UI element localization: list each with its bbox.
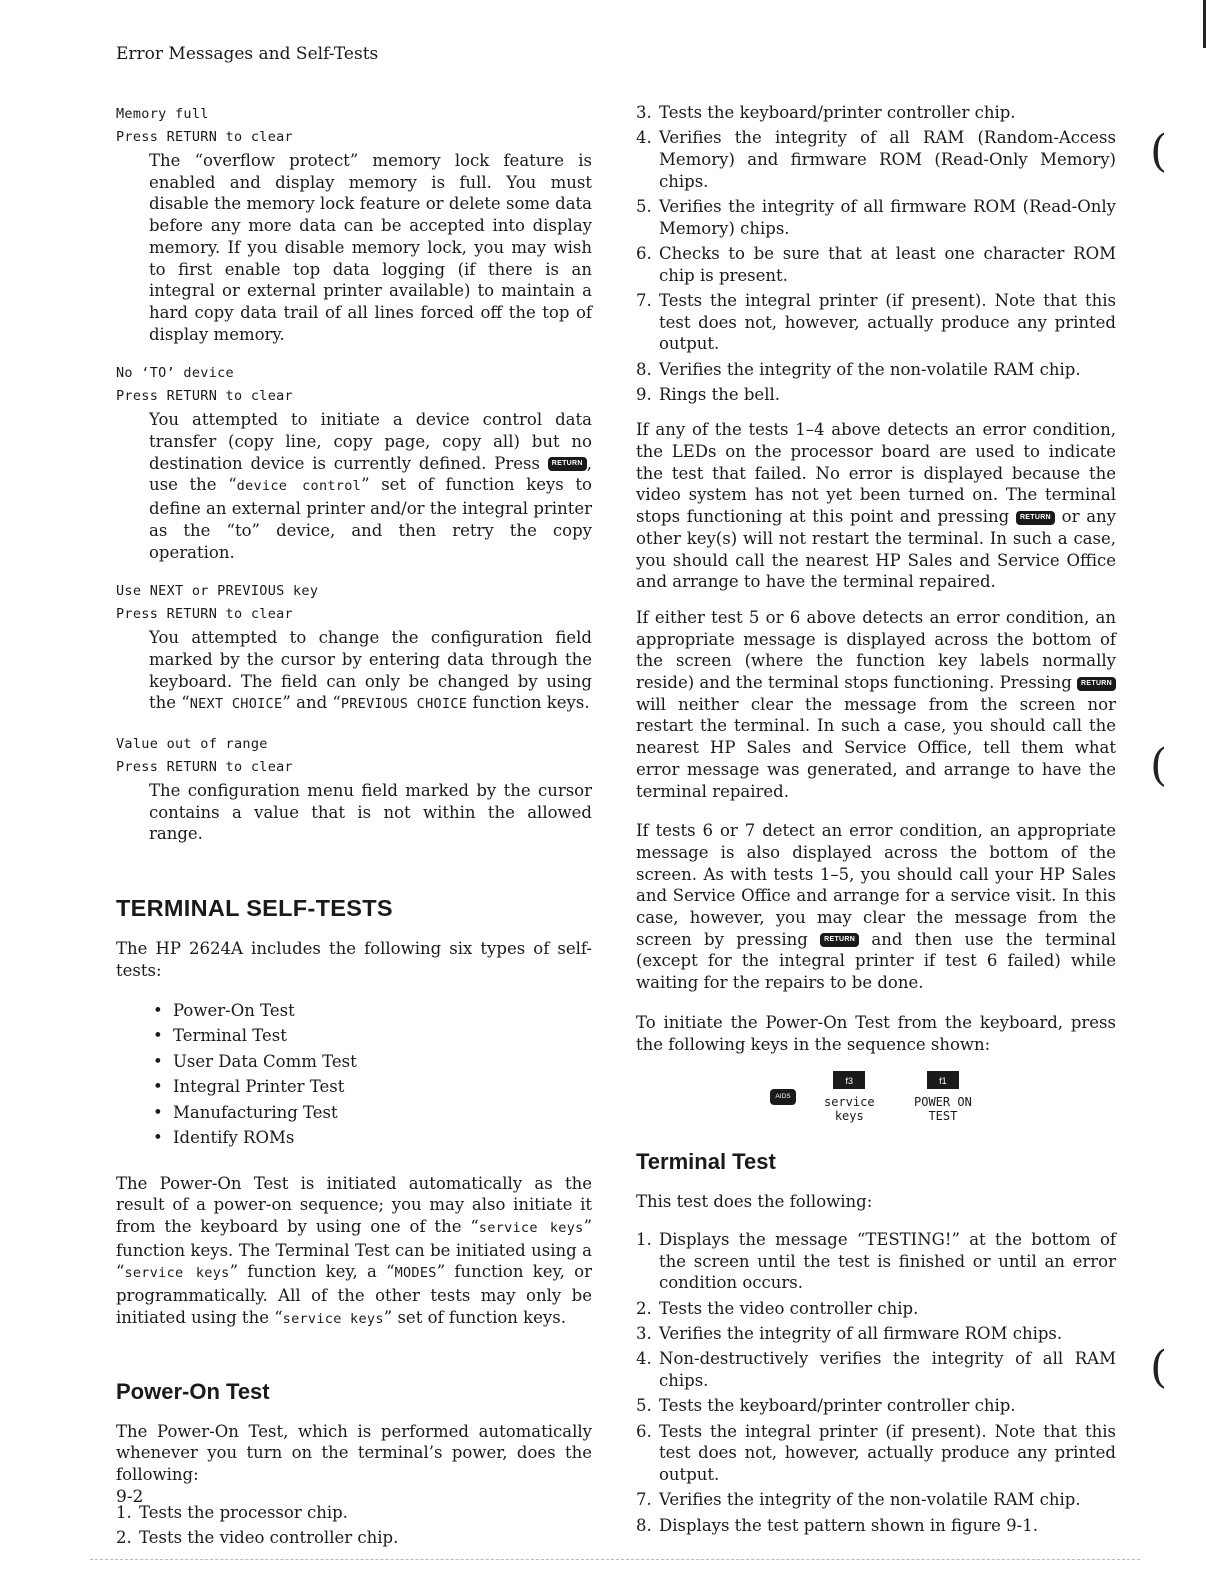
- binding-mark: (: [1150, 740, 1168, 791]
- section-heading: TERMINAL SELF-TESTS: [116, 895, 393, 922]
- binding-mark: (: [1150, 126, 1168, 177]
- list-item: 6. Tests the integral printer (if present). Note that this test does not, however, actually produce any printed output.: [636, 1421, 1116, 1484]
- list-item: 8. Verifies the integrity of the non-volatile RAM chip.: [636, 359, 1081, 379]
- error-message-line2: Press RETURN to clear: [116, 129, 293, 145]
- list-item: • Power-On Test: [153, 998, 592, 1024]
- power-on-intro: The Power-On Test, which is performed automatically whenever you turn on the terminal’s power, does the following:: [116, 1421, 592, 1484]
- return-key-icon: RETURN: [548, 457, 587, 471]
- running-header: Error Messages and Self-Tests: [116, 44, 379, 64]
- list-item: 7. Tests the integral printer (if present). Note that this test does not, however, actually produce any printed output.: [636, 291, 1116, 354]
- list-item: 5. Verifies the integrity of all firmware ROM (Read-Only Memory) chips.: [636, 197, 1116, 238]
- return-key-icon: RETURN: [1016, 511, 1055, 525]
- right-column: [636, 102, 1116, 1540]
- list-item: 1. Tests the processor chip.: [116, 1502, 348, 1522]
- list-item: 3. Tests the keyboard/printer controller chip.: [636, 103, 1016, 122]
- power-on-steps-continued: [636, 102, 1116, 406]
- return-key-icon: RETURN: [820, 933, 859, 947]
- error-entry-use-next: [116, 581, 592, 716]
- aids-key-icon: AIDS: [770, 1089, 796, 1105]
- list-item: • Identify ROMs: [153, 1125, 592, 1151]
- list-item: 4. Non-destructively verifies the integrity of all RAM chips.: [636, 1349, 1116, 1390]
- error-description: You attempted to initiate a device control data transfer (copy line, copy page, copy all) but no destination device is currently defined. Press RETURN , use the “device control” set of function keys to define an external printer and/or the integral printer as the “to” device, and then retry the copy operation.: [149, 410, 592, 562]
- error-entry-value-out-of-range: [116, 734, 592, 845]
- return-key-icon: RETURN: [1077, 677, 1116, 691]
- list-item: 2. Tests the video controller chip.: [116, 1527, 399, 1547]
- error-message-line1: No ‘TO’ device: [116, 365, 234, 382]
- failure-paragraph-3: If tests 6 or 7 detect an error condition, an appropriate message is also displayed across the bottom of the screen. As with tests 1–5, you should call your HP Sales and Service Office and arrange for a service visit. In this case, however, you may clear the message from the screen by pressing RETURN and then use the terminal (except for the integral printer if test 6 failed) while waiting for the repairs to be done.: [636, 821, 1117, 993]
- initiate-instructions: To initiate the Power-On Test from the keyboard, press the following keys in the sequence shown:: [636, 1012, 1116, 1054]
- failure-paragraph-1: If any of the tests 1–4 above detects an error condition, the LEDs on the processor board are used to indicate the test that failed. No error is displayed because the video system has not yet been turned on. The terminal stops functioning at this point and pressing RETURN or any other key(s) will not restart the terminal. In such a case, you should call the nearest HP Sales and Service Office and arrange to have the terminal repaired.: [636, 420, 1117, 592]
- power-on-steps: [116, 1502, 592, 1549]
- terminal-steps: [636, 1229, 1116, 1536]
- power-on-overview: The Power-On Test is initiated automatically as the result of a power-on sequence; you may also initiate it from the keyboard by using one of the “service keys” function keys. The Terminal Test can be initiated using a “service keys” function key, a “MODES” function key, or programmatically. All of the other tests may only be initiated using the “service keys” set of function keys.: [116, 1173, 592, 1327]
- f3-key-icon: f3: [833, 1071, 865, 1089]
- error-description: The “overflow protect” memory lock feature is enabled and display memory is full. You must disable the memory lock feature or delete some data before any more data can be accepted into display memory. If you disable memory lock, you may wish to first enable top data logging (if there is an integral or external printer available) to maintain a hard copy data trail of all lines forced off the top of display memory.: [149, 151, 592, 344]
- service-keys-softkey: f3 service keys: [824, 1069, 875, 1123]
- error-description: The configuration menu field marked by the cursor contains a value that is not within the allowed range.: [149, 781, 592, 844]
- list-item: • Manufacturing Test: [153, 1100, 592, 1126]
- list-item: 3. Verifies the integrity of all firmware ROM chips.: [636, 1323, 1063, 1343]
- list-item: 2. Tests the video controller chip.: [636, 1298, 919, 1318]
- subsection-heading: Terminal Test: [636, 1149, 776, 1175]
- list-item: 6. Checks to be sure that at least one character ROM chip is present.: [636, 244, 1116, 285]
- list-item: 8. Displays the test pattern shown in figure 9-1.: [636, 1515, 1038, 1535]
- error-description: You attempted to change the configuration field marked by the cursor by entering data through the keyboard. The field can only be changed by using the “NEXT CHOICE” and “PREVIOUS CHOICE function keys.: [149, 628, 592, 713]
- self-tests-intro: The HP 2624A includes the following six types of self-tests:: [116, 939, 592, 980]
- list-item: • User Data Comm Test: [153, 1049, 592, 1075]
- terminal-intro: This test does the following:: [636, 1192, 873, 1212]
- edge-rule: [1203, 0, 1206, 48]
- error-message-line1: Memory full: [116, 106, 209, 122]
- page-number: 9-2: [116, 1487, 144, 1507]
- error-entry-no-to-device: [116, 363, 592, 563]
- left-column: [116, 102, 592, 1552]
- error-message-line2: Press RETURN to clear: [116, 759, 293, 776]
- power-on-test-softkey: f1 POWER ON TEST: [914, 1069, 972, 1123]
- error-entry-memory-full: [116, 104, 592, 345]
- f1-key-icon: f1: [927, 1071, 959, 1089]
- list-item: • Integral Printer Test: [153, 1074, 592, 1100]
- error-message-line2: Press RETURN to clear: [116, 606, 293, 623]
- list-item: • Terminal Test: [153, 1023, 592, 1049]
- error-message-line1: Use NEXT or PREVIOUS key: [116, 583, 319, 600]
- self-tests-list: [116, 998, 592, 1151]
- error-message-line1: Value out of range: [116, 736, 268, 753]
- key-sequence: [636, 1069, 1116, 1137]
- list-item: 9. Rings the bell.: [636, 385, 780, 404]
- failure-paragraph-2: If either test 5 or 6 above detects an error condition, an appropriate message is displayed across the bottom of the screen (where the function key labels normally reside) and the terminal stops functioning. Pressing RETURN will neither clear the message from the screen nor restart the terminal. In such a case, you should call the nearest HP Sales and Service Office, tell them what error message was generated, and arrange to have the terminal repaired.: [636, 607, 1116, 801]
- error-message-line2: Press RETURN to clear: [116, 388, 293, 405]
- subsection-heading: Power-On Test: [116, 1378, 270, 1404]
- list-item: 1. Displays the message “TESTING!” at the bottom of the screen until the test is finished or until an error condition occurs.: [636, 1229, 1116, 1293]
- page-bottom-edge: [90, 1559, 1140, 1560]
- list-item: 7. Verifies the integrity of the non-volatile RAM chip.: [636, 1490, 1081, 1510]
- binding-mark: (: [1150, 1342, 1168, 1393]
- list-item: 5. Tests the keyboard/printer controller chip.: [636, 1396, 1016, 1416]
- list-item: 4. Verifies the integrity of all RAM (Random-Access Memory) and firmware ROM (Read-Only Memory) chips.: [636, 128, 1116, 191]
